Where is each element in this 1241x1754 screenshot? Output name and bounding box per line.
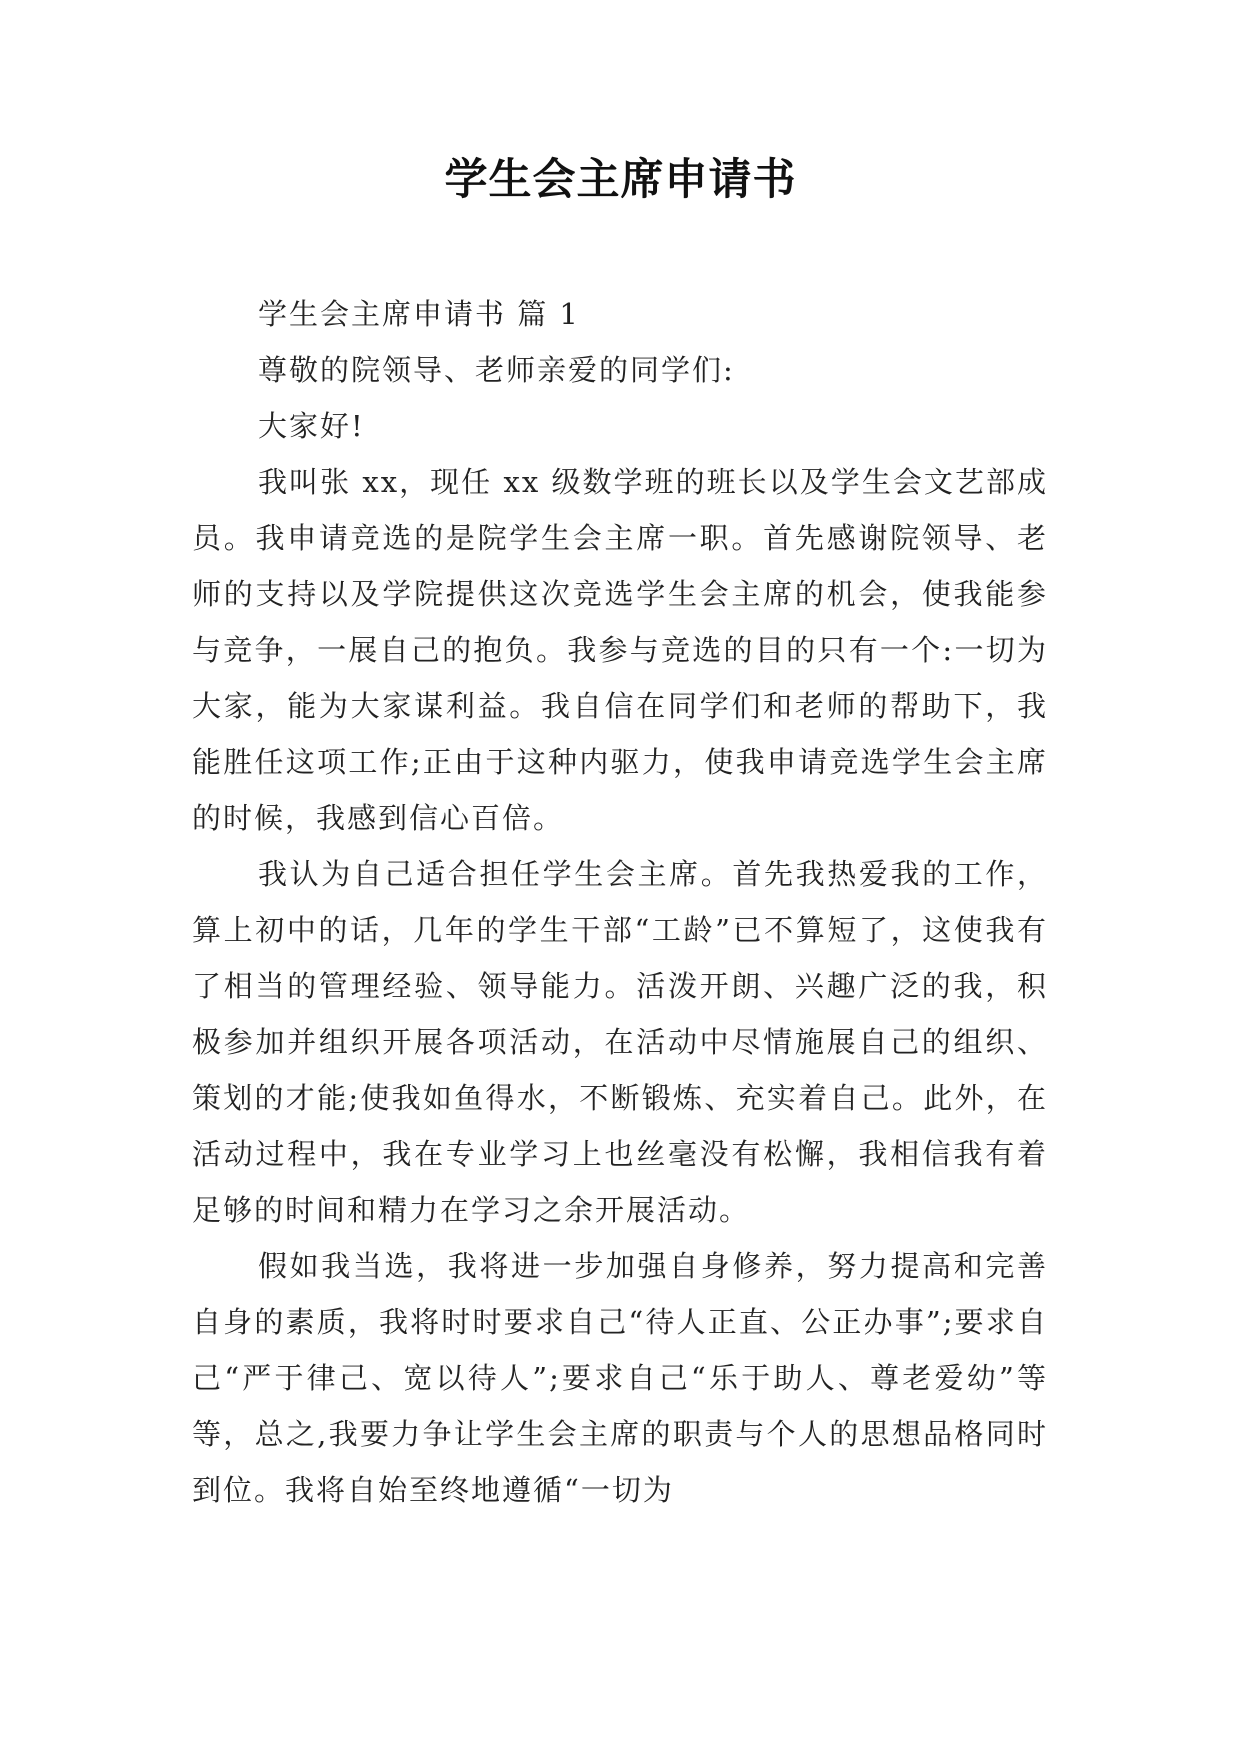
- salutation: 尊敬的院领导、老师亲爱的同学们:: [258, 353, 735, 387]
- document-title: 学生会主席申请书: [444, 155, 797, 205]
- document-body: [192, 286, 1048, 1518]
- greeting: 大家好!: [258, 409, 365, 443]
- body-paragraph-commitment: 假如我当选，我将进一步加强自身修养，努力提高和完善自身的素质，我将时时要求自己“待人正直、公正办事”;要求自己“严于律己、宽以待人”;要求自己“乐于助人、尊老爱幼”等等，总之,我要力争让学生会主席的职责与个人的思想品格同时到位。我将自始至终地遵循“一切为: [192, 1249, 1048, 1507]
- body-paragraph-intro: 我叫张 xx，现任 xx 级数学班的班长以及学生会文艺部成员。我申请竞选的是院学生会主席一职。首先感谢院领导、老师的支持以及学院提供这次竞选学生会主席的机会，使我能参与竞争，一展自己的抱负。我参与竞选的目的只有一个:一切为大家，能为大家谋利益。我自信在同学们和老师的帮助下，我能胜任这项工作;正由于这种内驱力，使我申请竞选学生会主席的时候，我感到信心百倍。: [192, 465, 1048, 835]
- body-paragraph-qualifications: 我认为自己适合担任学生会主席。首先我热爱我的工作，算上初中的话，几年的学生干部“工龄”已不算短了，这使我有了相当的管理经验、领导能力。活泼开朗、兴趣广泛的我，积极参加并组织开展各项活动，在活动中尽情施展自己的组织、策划的才能;使我如鱼得水，不断锻炼、充实着自己。此外，在活动过程中，我在专业学习上也丝毫没有松懈，我相信我有着足够的时间和精力在学习之余开展活动。: [192, 857, 1048, 1227]
- section-heading: 学生会主席申请书 篇 1: [258, 297, 580, 331]
